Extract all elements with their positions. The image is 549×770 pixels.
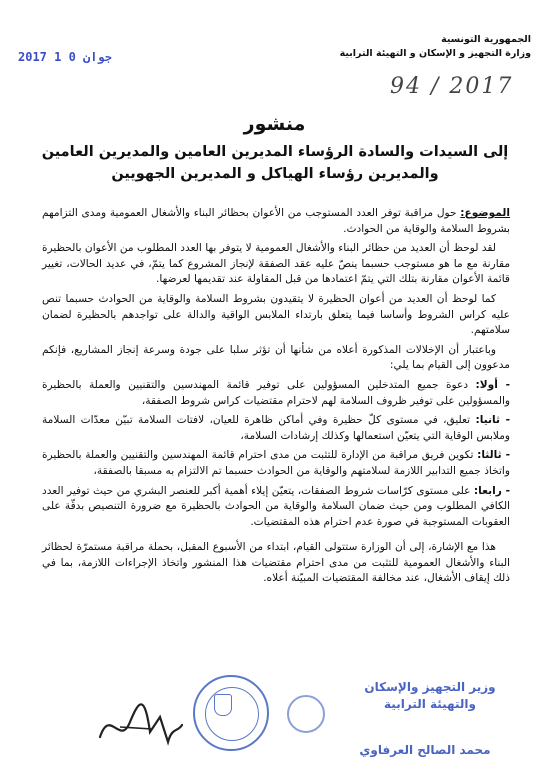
letterhead: [301, 33, 531, 61]
list-item: [42, 484, 510, 531]
minister-stamp-line2: والتهيئة الترابية: [384, 697, 476, 711]
minister-stamp: [335, 679, 525, 713]
list-item: [42, 413, 510, 444]
list-item-label: - رابعا:: [473, 484, 510, 497]
paragraph-1: لقد لوحظ أن العديد من حظائر البناء والأشغال العمومية لا يتوفر بها العدد المطلوب من الأعوان بالحظيرة مقارنة مع ما هو مستوجب حسبما ينصّ عليه عقد الصفقة لإنجاز المشروع كما يتمّ، في عديد الحالات، تغيير قائمة الأعوان مقارنة بتلك التي يتمّ اعتمادها من قبل المقاولة عند تقديمها لعرضها.: [42, 242, 510, 286]
paragraph-2: كما لوحظ أن العديد من أعوان الحظيرة لا يتقيدون بشروط السلامة والوقاية من الحوادث حسبما تنص عليه كراس الشروط وأساسا فيما يتعلق بارتداء الملابس الواقية والدالة على تواجدهم بالحظيرة لضمان سلامتهم.: [42, 292, 510, 337]
closing-paragraph: هذا مع الإشارة، إلى أن الوزارة ستتولى القيام، ابتداء من الأسبوع المقبل، بحملة مراقبة مستمرّة لحظائر البناء والأشغال العمومية للتثبت من مدى احترام مقتضيات هذا المنشور واتخاذ الإجراءات اللازمة، بما في ذلك إيقاف الأشغال، عند مخالفة المقتضيات المبيّنة أعلاه.: [42, 541, 510, 585]
list-item-text: على مستوى كرّاسات شروط الصفقات، يتعيّن إيلاء أهمية أكبر للعنصر البشري من حيث توفير العدد الكافي المطلوب ومن حيث ضمان السلامة والوقاية من الحوادث بالحظيرة مع ضرورة التنصيص بدقّة على العقوبات المستوجبة في صورة عدم احترام هذه المقتضيات.: [42, 484, 510, 528]
list-item: [42, 378, 510, 409]
official-seal-icon: [193, 675, 269, 751]
list-item: [42, 448, 510, 479]
paragraph-3: وباعتبار أن الإخلالات المذكورة أعلاه من شأنها أن تؤثر سلبا على جودة وسرعة إنجاز المشاريع، فإنكم مدعوون إلى القيام بما يلي:: [42, 343, 510, 372]
letterhead-ministry: وزارة التجهيز و الإسكان و التهيئة الترابية: [339, 48, 531, 59]
minister-stamp-line1: وزير التجهيز والإسكان: [364, 680, 496, 694]
signatory-name: محمد الصالح العرفاوي: [359, 743, 491, 757]
letterhead-country: الجمهورية التونسية: [441, 34, 531, 45]
handwritten-signature: [90, 687, 185, 757]
document-title: منشور: [243, 113, 306, 135]
received-date-stamp: 2017 جوان 0 1: [18, 50, 112, 64]
subject-label: الموضوع:: [460, 207, 510, 219]
subject-paragraph: [42, 206, 510, 237]
list-item-label: - ثانيا:: [475, 414, 510, 427]
addressees: إلى السيدات والسادة الرؤساء المديرين العامين والمديرين العامين والمديرين رؤساء الهياكل و المديرين الجهويين: [41, 144, 509, 182]
document-body: [42, 206, 510, 591]
list-item-label: - ثالثا:: [477, 449, 510, 462]
list-item-text: تعليق، في مستوى كلّ حظيرة وفي أماكن ظاهرة للعيان، لافتات السلامة تبيّن معدّات السلامة وملابس الوقاية التي يتعيّن استعمالها وكذلك إرشادات السلامة،: [42, 414, 510, 442]
list-item-text: دعوة جميع المتدخلين المسؤولين على توفير قائمة المهندسين والتقنيين والعملة بالحظيرة والمسؤولين على توفير ظروف السلامة لهم لاحترام مقتضيات كراس شروط الصفقة،: [42, 378, 510, 407]
list-item-text: تكوين فريق مراقبة من الإدارة للتثبت من مدى احترام قائمة المهندسين والتقنيين والعملة بالحظيرة واتخاذ جميع التدابير اللازمة لسلامتهم والوقاية من الحوادث حسبما تم الالتزام به مسبقا بالصفقة،: [42, 449, 510, 477]
secondary-seal-icon: [287, 695, 325, 733]
reference-number: 94 / 2017: [390, 74, 514, 99]
subject-text: حول مراقبة توفر العدد المستوجب من الأعوان بحظائر البناء والأشغال العمومية ومدى التزامهم بشروط السلامة والوقاية من الحوادث.: [42, 207, 510, 235]
signature-area: [0, 665, 549, 770]
list-item-label: - أولا:: [475, 378, 510, 391]
